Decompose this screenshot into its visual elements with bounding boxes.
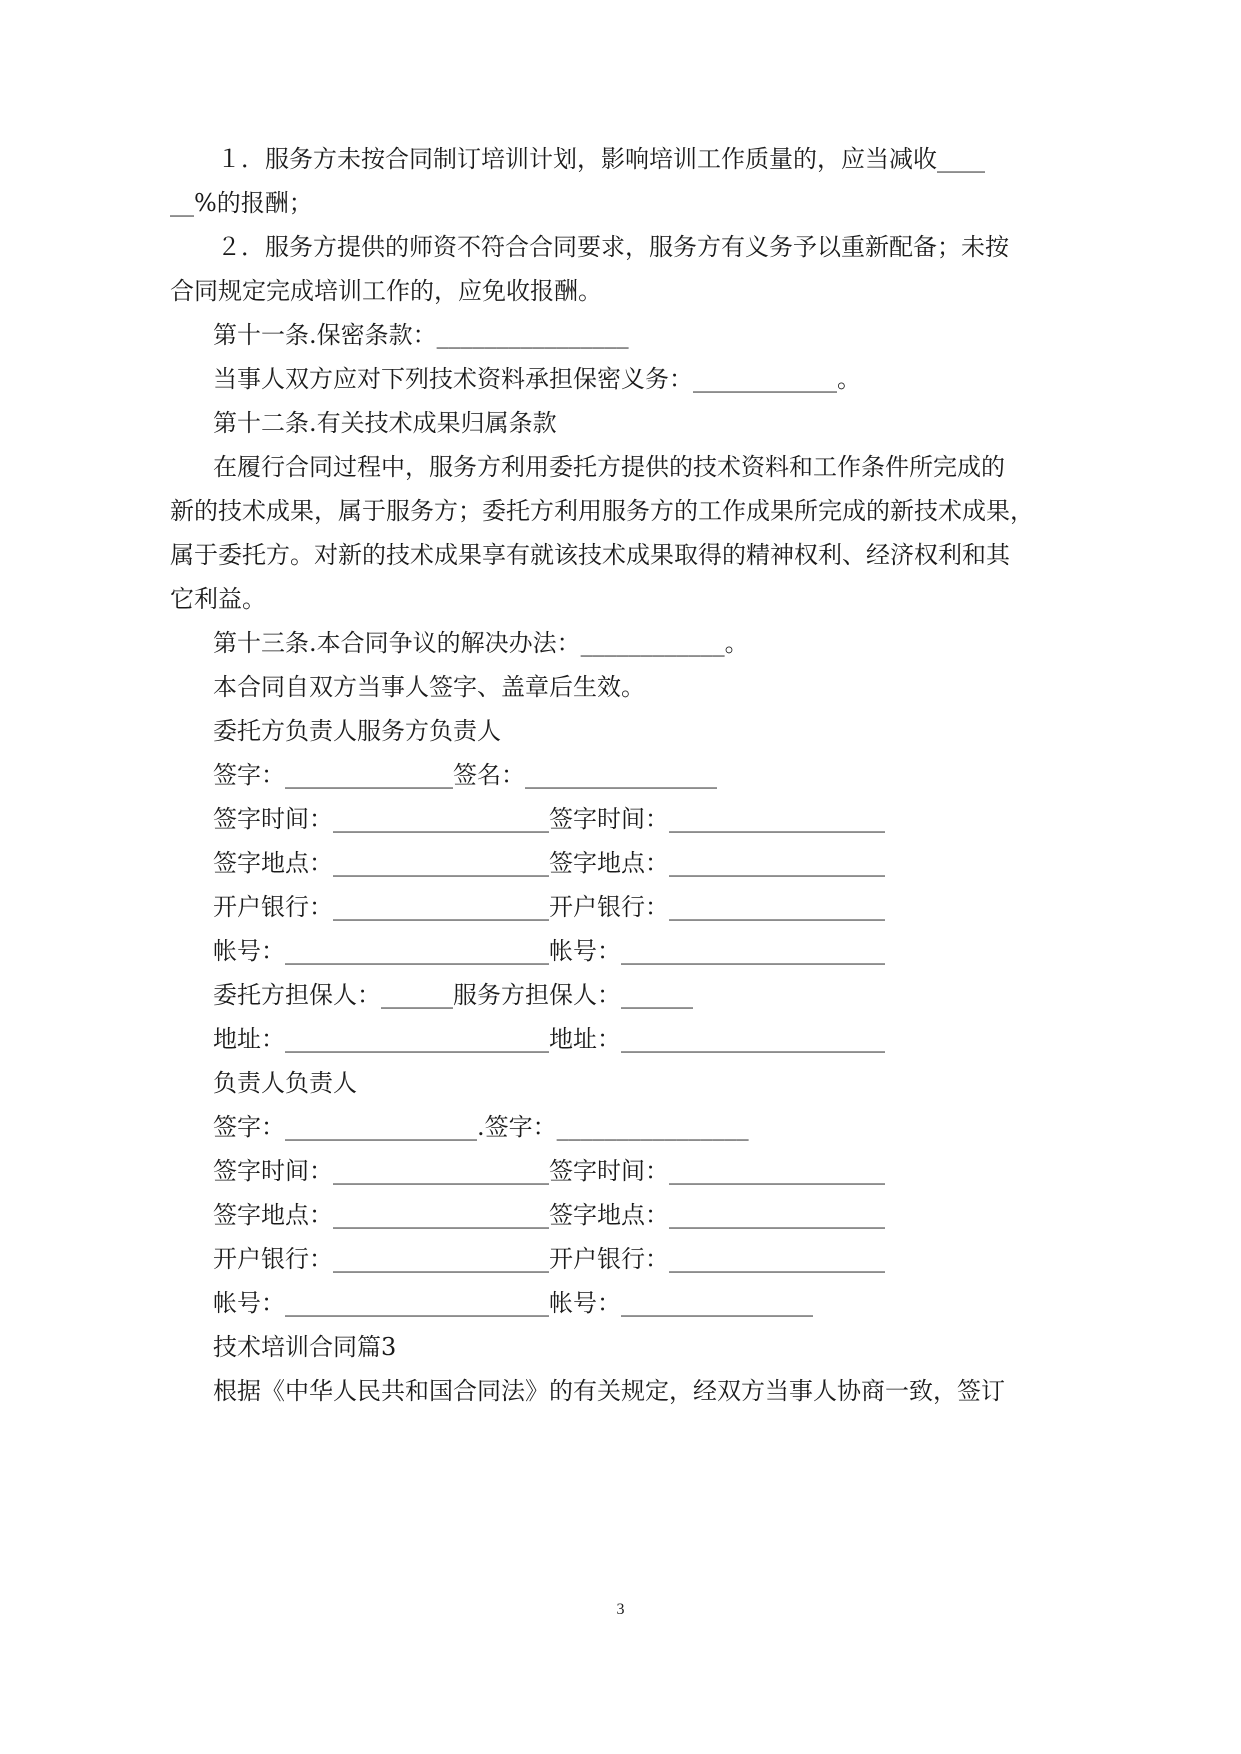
guarantor-signature-time-line: 签字时间：__________________签字时间：__________________ — [213, 1157, 885, 1185]
article-12-line-3: 属于委托方。对新的技术成果享有就该技术成果取得的精神权利、经济权利和其 — [170, 541, 1010, 569]
bank-line: 开户银行：__________________开户银行：__________________ — [213, 893, 885, 921]
clause-1-line-2: __%的报酬； — [170, 189, 313, 217]
guarantor-heads-heading: 负责人负责人 — [213, 1069, 357, 1097]
article-12-heading: 第十二条.有关技术成果归属条款 — [213, 409, 557, 437]
clause-2-line-1: ２．服务方提供的师资不符合合同要求，服务方有义务予以重新配备；未按 — [217, 233, 1009, 261]
page-number: 3 — [616, 1601, 625, 1618]
signatories-heading: 委托方负责人服务方负责人 — [213, 717, 501, 745]
section-intro-line: 根据《中华人民共和国合同法》的有关规定，经双方当事人协商一致，签订 — [213, 1377, 1005, 1405]
guarantor-line: 委托方担保人：______服务方担保人：______ — [213, 981, 693, 1009]
guarantor-signature-place-line: 签字地点：__________________签字地点：__________________ — [213, 1201, 885, 1229]
clause-1-line-1: １．服务方未按合同制订培训计划，影响培训工作质量的，应当减收____ — [217, 145, 985, 173]
signature-time-line: 签字时间：__________________签字时间：__________________ — [213, 805, 885, 833]
account-line: 帐号：______________________帐号：______________________ — [213, 937, 885, 965]
guarantor-signature-line: 签字：________________.签字：________________ — [213, 1113, 749, 1141]
section-title: 技术培训合同篇3 — [213, 1333, 397, 1361]
guarantor-bank-line: 开户银行：__________________开户银行：__________________ — [213, 1245, 885, 1273]
article-13-heading: 第十三条.本合同争议的解决办法：____________。 — [213, 629, 749, 657]
signature-line: 签字：______________签名：________________ — [213, 761, 717, 789]
article-12-line-4: 它利益。 — [170, 585, 266, 613]
signature-place-line: 签字地点：__________________签字地点：__________________ — [213, 849, 885, 877]
effective-clause: 本合同自双方当事人签字、盖章后生效。 — [213, 673, 645, 701]
clause-2-line-2: 合同规定完成培训工作的，应免收报酬。 — [170, 277, 602, 305]
guarantor-account-line: 帐号：______________________帐号：________________ — [213, 1289, 813, 1317]
article-12-line-2: 新的技术成果，属于服务方；委托方利用服务方的工作成果所完成的新技术成果， — [170, 497, 1034, 525]
confidentiality-text: 当事人双方应对下列技术资料承担保密义务：____________。 — [213, 365, 861, 393]
article-12-line-1: 在履行合同过程中，服务方利用委托方提供的技术资料和工作条件所完成的 — [213, 453, 1005, 481]
address-line: 地址：______________________地址：______________________ — [213, 1025, 885, 1053]
article-11-heading: 第十一条.保密条款：________________ — [213, 321, 629, 349]
